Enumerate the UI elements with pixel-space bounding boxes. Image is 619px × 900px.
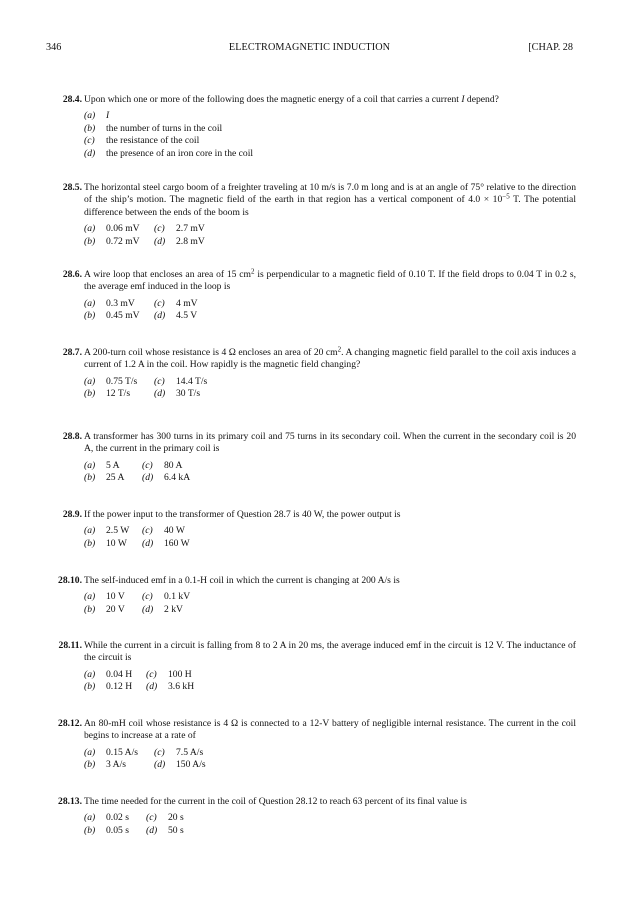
page-number: 346 — [46, 42, 62, 53]
option: (d) 30 T/s — [154, 388, 201, 400]
chapter-label: [CHAP. 28 — [528, 42, 573, 53]
question-number: 28.7. — [62, 347, 82, 358]
question-text: A 200-turn coil whose resistance is 4 Ω encloses an area of 20 $cm^2$. A changing magnetic field parallel to the coil axis induces a current of 1.2 A in the coil. How rapidly is the magnetic field changing? — [84, 345, 576, 371]
option: (a) 0.3 mV — [84, 297, 135, 309]
option: (b) 0.45 mV — [84, 310, 140, 322]
question-28-9 — [46, 509, 576, 550]
option: (c) the resistance of the coil — [84, 135, 200, 147]
question-28-8 — [46, 431, 576, 485]
option: (a) I — [84, 110, 110, 122]
option: (b) 12 T/s — [84, 388, 131, 400]
option: (b) 0.12 H — [84, 681, 133, 693]
option: (d) the presence of an iron core in the coil — [84, 147, 254, 159]
option: (b) the number of turns in the coil — [84, 122, 223, 134]
question-28-6 — [46, 269, 576, 323]
answer-options — [84, 591, 576, 616]
option: (a) 0.02 s — [84, 812, 129, 824]
question-text: While the current in a circuit is falling from 8 to 2 A in 20 ms, the average induced emf in the circuit is 12 V. The inductance of the circuit is — [84, 640, 576, 664]
option: (d) 150 A/s — [154, 759, 206, 771]
question-number: 28.13. — [58, 796, 82, 807]
option: (d) 6.4 kA — [142, 472, 191, 484]
option: (a) 0.06 mV — [84, 223, 140, 235]
answer-options — [84, 460, 576, 485]
question-28-5 — [46, 182, 576, 248]
question-text: An 80-mH coil whose resistance is 4 Ω is connected to a 12-V battery of negligible internal resistance. The current in the coil begins to increase at a rate of — [84, 718, 576, 742]
question-28-7 — [46, 347, 576, 401]
question-number: 28.10. — [58, 575, 82, 586]
question-28-10 — [46, 575, 576, 616]
question-number: 28.8. — [62, 431, 82, 442]
question-number: 28.6. — [62, 269, 82, 280]
option: (a) 0.04 H — [84, 668, 133, 680]
option: (b) 20 V — [84, 603, 125, 615]
question-28-13 — [46, 796, 576, 837]
question-number: 28.5. — [62, 182, 82, 193]
answer-options — [84, 669, 576, 694]
answer-options — [84, 376, 576, 401]
question-number: 28.12. — [58, 718, 82, 729]
question-text: A wire loop that encloses an area of 15 $cm^2$ is perpendicular to a magnetic field of 0.10 T. If the field drops to 0.04 T in 0.2 s, the average emf induced in the loop is — [84, 267, 577, 293]
option: (c) 20 s — [146, 812, 184, 824]
option: (c) 14.4 T/s — [154, 375, 208, 387]
option: (b) 3 A/s — [84, 759, 126, 771]
question-number: 28.4. — [62, 94, 82, 105]
question-28-12 — [46, 718, 576, 772]
option: (b) 25 A — [84, 472, 125, 484]
option: (d) 160 W — [142, 537, 190, 549]
option: (a) 10 V — [84, 591, 125, 603]
option: (c) 7.5 A/s — [154, 746, 204, 758]
question-number: 28.11. — [58, 640, 82, 651]
answer-options — [84, 110, 576, 160]
question-28-11 — [46, 640, 576, 694]
answer-options — [84, 747, 576, 772]
option: (d) 3.6 kH — [146, 681, 195, 693]
question-text: Upon which one or more of the following does the magnetic energy of a coil that carries a current I depend? — [84, 94, 499, 105]
question-text: A transformer has 300 turns in its primary coil and 75 turns in its secondary coil. When the current in the secondary coil is 20 A, the current in the primary coil is — [84, 431, 576, 455]
option: (a) 5 A — [84, 459, 120, 471]
question-text: If the power input to the transformer of Question 28.7 is 40 W, the power output is — [84, 509, 401, 520]
question-28-4 — [46, 94, 576, 160]
option: (d) 2.8 mV — [154, 235, 205, 247]
option: (b) 10 W — [84, 537, 127, 549]
option: (d) 4.5 V — [154, 310, 198, 322]
option: (b) 0.05 s — [84, 824, 129, 836]
option: (d) 2 kV — [142, 603, 183, 615]
question-text: The horizontal steel cargo boom of a freighter traveling at 10 m/s is 7.0 m long and is at an angle of 75° relative to the direction of the ship’s motion. The magnetic field of the earth in that region has a vertical component of $4.0 \times 10^{-5}$ T. The potential difference between the ends of the boom is — [84, 182, 576, 218]
running-title: ELECTROMAGNETIC INDUCTION — [228, 42, 391, 53]
answer-options — [84, 223, 576, 248]
question-text: The self-induced emf in a 0.1-H coil in which the current is changing at 200 A/s is — [84, 575, 400, 586]
option: (a) 0.75 T/s — [84, 375, 138, 387]
option: (c) 40 W — [142, 525, 185, 537]
option: (c) 2.7 mV — [154, 223, 205, 235]
option: (b) 0.72 mV — [84, 235, 140, 247]
question-number: 28.9. — [62, 509, 82, 520]
option: (a) 2.5 W — [84, 525, 130, 537]
answer-options — [84, 525, 576, 550]
option: (a) 0.15 A/s — [84, 746, 138, 758]
option: (c) 100 H — [146, 668, 192, 680]
question-text: The time needed for the current in the coil of Question 28.12 to reach 63 percent of its final value is — [84, 796, 467, 807]
option: (d) 50 s — [146, 824, 184, 836]
option: (c) 0.1 kV — [142, 591, 191, 603]
page-header — [46, 42, 573, 56]
option: (c) 4 mV — [154, 297, 198, 309]
option: (c) 80 A — [142, 459, 183, 471]
answer-options — [84, 298, 576, 323]
answer-options — [84, 812, 576, 837]
